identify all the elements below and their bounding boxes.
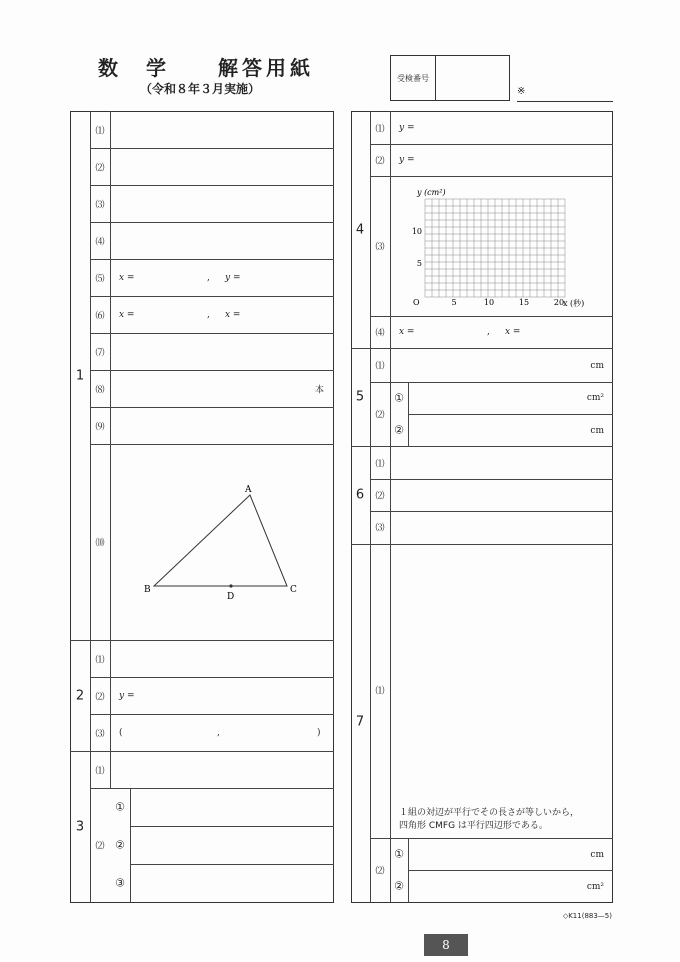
q1-sub-9: ⑼ [95,422,105,433]
graph-origin: O [413,298,420,307]
q6-3-answer[interactable] [391,512,612,543]
q1-8-answer[interactable] [111,371,333,406]
q1-4-answer[interactable] [111,223,333,258]
label-b: B [144,585,151,595]
q3-part-3: ③ [115,876,125,890]
q4-sub-4: ⑷ [375,328,385,339]
q4-sub-2: ⑵ [375,156,385,167]
q5-part-1: ① [394,391,404,405]
q7-note-line2: 四角形 CMFG は平行四辺形である。 [399,821,548,831]
q3-number: 3 [75,819,85,835]
graph-y-tick-5: 5 [416,259,422,268]
q2-2-answer[interactable] [111,678,333,713]
q4-2-answer[interactable] [391,145,612,175]
score-line [517,101,613,102]
graph-grid[interactable] [391,177,612,315]
q4-number: 4 [355,222,365,238]
graph-x-tick-5: 5 [451,298,457,307]
q3-1-answer[interactable] [111,752,333,787]
q5-2-2-answer[interactable] [409,415,612,445]
q1-6-x1-label: x = [119,310,135,320]
q1-sub-4: ⑷ [95,237,105,248]
q1-9-answer[interactable] [111,408,333,443]
q4-4-comma: , [487,327,490,337]
left-num-divider [90,111,91,903]
q5-sub-1: ⑴ [375,361,385,372]
q1-7-answer[interactable] [111,334,333,369]
q7-2-1-unit: cm [590,850,604,860]
q7-part-1: ① [394,847,404,861]
q2-3-answer[interactable] [111,715,333,750]
q2-3-open-paren: ( [119,728,123,738]
q2-sub-3: ⑶ [95,729,105,740]
q7-number: 7 [355,714,365,730]
q4-sub-3: ⑶ [375,242,385,253]
q1-6-comma: , [207,310,210,320]
q6-2-answer[interactable] [391,480,612,510]
page-title: 数 学 解答用紙 [98,56,314,80]
q2-1-answer[interactable] [111,641,333,676]
q7-1-proof-area[interactable] [391,545,612,837]
right-num-divider [370,111,371,903]
q4-4-x1-label: x = [399,327,415,337]
score-mark: ※ [517,86,526,97]
q4-1-y-label: y = [399,123,415,133]
q3-2-3-answer[interactable] [131,865,333,902]
page-number: 8 [424,934,468,956]
q1-2-answer[interactable] [111,149,333,184]
q5-2-1-answer[interactable] [409,383,612,413]
q1-sub-10: ⑽ [95,538,105,549]
q7-part-2: ② [394,879,404,893]
q1-sub-6: ⑹ [95,311,105,322]
q6-sub-3: ⑶ [375,523,385,534]
q4-sub-1: ⑴ [375,124,385,135]
graph-x-tick-15: 15 [518,298,530,307]
q1-6-x2-label: x = [225,310,241,320]
q3-part-2: ② [115,838,125,852]
q2-sub-1: ⑴ [95,655,105,666]
q2-3-comma: , [217,728,220,738]
q7-sub-1: ⑴ [375,686,385,697]
q1-5-y-label: y = [225,273,241,283]
q1-sub-8: ⑻ [95,385,105,396]
q3-part-1: ① [115,800,125,814]
q4-2-y-label: y = [399,155,415,165]
q1-number: 1 [75,368,85,384]
q2-sub-2: ⑵ [95,692,105,703]
q5-2-1-unit: cm² [586,393,604,403]
q7-2-2-answer[interactable] [409,871,612,902]
q1-8-unit: 本 [314,385,324,396]
q5-2-2-unit: cm [590,426,604,436]
q5-1-answer[interactable] [391,349,612,381]
q1-5-answer[interactable] [111,260,333,295]
q2-2-y-label: y = [119,691,135,701]
q5-sub-2: ⑵ [375,410,385,421]
q6-1-answer[interactable] [391,447,612,478]
triangle-abc [154,495,287,586]
q7-2-2-unit: cm² [586,882,604,892]
graph-y-axis-label: y (cm²) [417,188,446,197]
point-d [229,584,232,587]
q1-sub-7: ⑺ [95,348,105,359]
exam-number-label: 受検番号 [391,56,436,100]
q3-2-2-answer[interactable] [131,827,333,863]
q3-2-1-answer[interactable] [131,789,333,825]
q1-1-answer[interactable] [111,112,333,147]
page-subtitle: （令和８年３月実施） [140,82,261,96]
graph-x-axis-label: x (秒) [563,299,585,308]
q3-sub-2: ⑵ [95,841,105,852]
q1-5-x-label: x = [119,273,135,283]
q2-number: 2 [75,688,85,704]
label-d: D [227,592,235,602]
q7-sub-2: ⑵ [375,866,385,877]
grid-lines [425,199,565,297]
q6-sub-2: ⑵ [375,491,385,502]
q4-4-x2-label: x = [505,327,521,337]
q5-1-unit: cm [590,361,604,371]
q4-4-answer[interactable] [391,317,612,347]
q1-sub-2: ⑵ [95,163,105,174]
q7-2-1-answer[interactable] [409,839,612,869]
q4-1-answer[interactable] [391,112,612,143]
graph-y-tick-10: 10 [411,227,422,236]
label-a: A [245,485,252,495]
q1-5-comma: , [207,273,210,283]
q1-sub-5: ⑸ [95,274,105,285]
q1-3-answer[interactable] [111,186,333,221]
q5-number: 5 [355,389,365,405]
label-c: C [290,585,297,595]
q1-6-answer[interactable] [111,297,333,332]
q7-note-line1: １組の対辺が平行でその長さが等しいから， [399,808,580,818]
q5-part-2: ② [394,423,404,437]
q1-sub-1: ⑴ [95,126,105,137]
q6-number: 6 [355,487,365,503]
q6-sub-1: ⑴ [375,459,385,470]
exam-number-box[interactable] [390,55,510,101]
graph-x-tick-10: 10 [483,298,495,307]
graph-x-tick-20: 20 [553,298,565,307]
q1-sub-3: ⑶ [95,200,105,211]
q3-sub-1: ⑴ [95,766,105,777]
q2-3-close-paren: ) [317,728,321,738]
form-code: ◇K11(883—5) [562,912,612,920]
triangle-figure[interactable] [111,445,333,639]
